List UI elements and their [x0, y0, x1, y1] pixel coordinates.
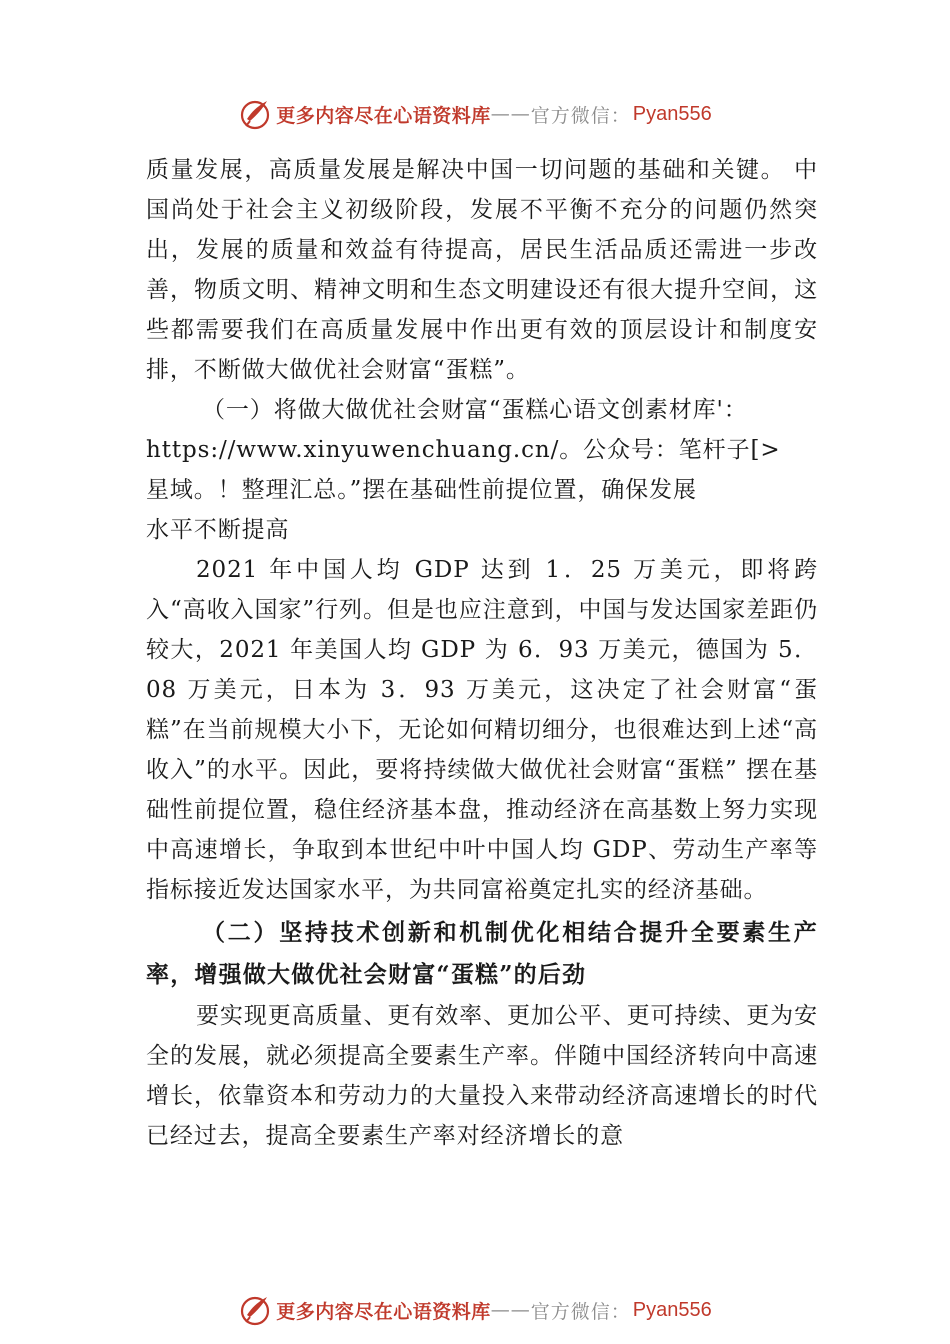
- section-heading-2: （二）坚持技术创新和机制优化相结合提升全要素生产率，增强做大做优社会财富“蛋糕”的后劲: [146, 919, 818, 988]
- document-body: [146, 150, 818, 1156]
- section1-line-1: （一）将做大做优社会财富“蛋糕心语文创素材库'：: [202, 397, 748, 423]
- banner-label: 官方微信：: [530, 1300, 631, 1323]
- section1-line-4: 水平不断提高: [146, 517, 290, 543]
- quill-seal-icon: [238, 1293, 272, 1327]
- banner-dash: ——: [490, 103, 531, 125]
- paragraph-2: 2021 年中国人均 GDP 达到 1．25 万美元，即将跨入“高收入国家”行列。但是也应注意到，中国与发达国家差距仍较大，2021 年美国人均 GDP 为 6．93 万美元，德国为 5．08 万美元，日本为 3．93 万美元，这决定了社会财富“蛋糕”在当前规模大小下，无论如何精切细分，也很难达到上述“高收入”的水平。因此，要将持续做大做优社会财富“蛋糕” 摆在基础性前提位置，稳住经济基本盘，推动经济在高基数上努力实现中高速增长，争取到本世纪中叶中国人均 GDP、劳动生产率等指标接近发达国家水平，为共同富裕奠定扎实的经济基础。: [146, 557, 818, 903]
- section1-line-3: 星域。！整理汇总。”摆在基础性前提位置，确保发展: [146, 477, 697, 503]
- quill-seal-icon: [238, 97, 272, 131]
- banner-lead-text: 更多内容尽在心语资料库: [276, 1300, 491, 1323]
- banner-label: 官方微信：: [530, 104, 631, 127]
- banner-dash: ——: [490, 1299, 531, 1321]
- paragraph-3: 要实现更高质量、更有效率、更加公平、更可持续、更为安全的发展，就必须提高全要素生产率。伴随中国经济转向中高速增长，依靠资本和劳动力的大量投入来带动经济高速增长的时代已经过去，提高全要素生产率对经济增长的意: [146, 1003, 818, 1149]
- banner-account: Pyan556: [632, 102, 712, 125]
- section1-line-2: https://www.xinyuwenchuang.cn/。公众号：笔杆子[>: [146, 437, 781, 463]
- footer-banner: [0, 1290, 950, 1330]
- header-banner: [0, 94, 950, 134]
- banner-account: Pyan556: [632, 1298, 712, 1321]
- paragraph-1: 质量发展，高质量发展是解决中国一切问题的基础和关键。 中国尚处于社会主义初级阶段，发展不平衡不充分的问题仍然突出，发展的质量和效益有待提高，居民生活品质还需进一步改善，物质文明、精神文明和生态文明建设还有很大提升空间，这些都需要我们在高质量发展中作出更有效的顶层设计和制度安排，不断做大做优社会财富“蛋糕”。: [146, 157, 818, 383]
- banner-lead-text: 更多内容尽在心语资料库: [276, 104, 491, 127]
